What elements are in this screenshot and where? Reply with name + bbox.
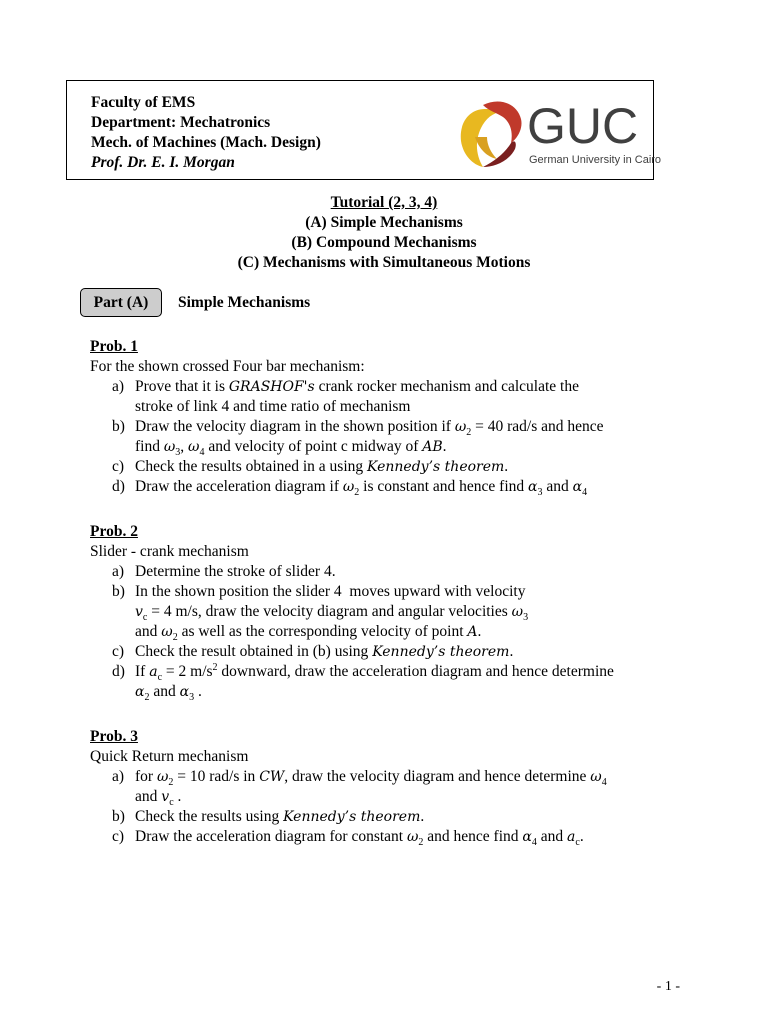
header-box [66, 80, 662, 180]
list-item: a) Prove that it is GRASHOF's crank rocker mechanism and calculate the stroke of link 4 and time ratio of mechanism [112, 378, 579, 415]
prob-items [90, 377, 690, 497]
prob-title: Prob. 2 [90, 523, 138, 540]
part-badge: Part (A) [80, 288, 162, 317]
guc-logo [455, 93, 662, 171]
prob-title: Prob. 1 [90, 338, 138, 355]
prob-items [90, 767, 690, 847]
course: Mech. of Machines (Mach. Design) [91, 134, 321, 151]
prob-1 [90, 337, 690, 497]
title-a: (A) Simple Mechanisms [305, 214, 463, 231]
title-c: (C) Mechanisms with Simultaneous Motions [237, 254, 531, 271]
course-info [91, 93, 321, 173]
list-item: b) Draw the velocity diagram in the shown position if $\omega_2 = 40$ rad/s and hence find $\omega_3$, $\omega_4$ and velocity of point c midway of AB. [112, 418, 604, 459]
list-item: c) Draw the acceleration diagram for constant $\omega_2$ and hence find $\alpha_4$ and $a_c$. [112, 828, 584, 849]
professor: Prof. Dr. E. I. Morgan [91, 154, 235, 171]
list-item: a) for $\omega_2 = 10$ rad/s in CW, draw the velocity diagram and hence determine $\omega_4$ and $v_c$ . [112, 768, 607, 809]
prob-intro: For the shown crossed Four bar mechanism: [90, 358, 365, 375]
logo-subtitle: German University in Cairo [529, 154, 662, 166]
page-number: - 1 - [656, 979, 680, 994]
part-title: Simple Mechanisms [178, 294, 311, 311]
list-item: a) Determine the stroke of slider 4. [112, 563, 336, 580]
prob-items [90, 562, 690, 702]
prob-2 [90, 522, 690, 702]
prob-intro: Quick Return mechanism [90, 748, 249, 765]
document-titles [0, 193, 768, 273]
department: Department: Mechatronics [91, 114, 271, 131]
tutorial-title: Tutorial (2, 3, 4) [330, 194, 438, 211]
prob-intro: Slider - crank mechanism [90, 543, 249, 560]
prob-3 [90, 727, 690, 847]
list-item: c) Check the results obtained in a using Kennedy’s theorem. [112, 458, 509, 475]
list-item: c) Check the result obtained in (b) using Kennedy’s theorem. [112, 643, 514, 660]
list-item: b) In the shown position the slider 4 moves upward with velocity $v_c = 4$ m/s, draw the velocity diagram and angular velocities $\omega_3$ and $\omega_2$ as well as the corresponding velocity of point A. [112, 583, 529, 644]
prob-title: Prob. 3 [90, 728, 138, 745]
logo-text: GUC [527, 98, 639, 154]
title-b: (B) Compound Mechanisms [291, 234, 477, 251]
list-item: b) Check the results using Kennedy’s theorem. [112, 808, 425, 825]
faculty: Faculty of EMS [91, 94, 196, 111]
list-item: d) If $a_c = 2$ $m/s^2$ downward, draw the acceleration diagram and hence determine $\alpha_2$ and $\alpha_3$ . [112, 661, 614, 704]
list-item: d) Draw the acceleration diagram if $\omega_2$ is constant and hence find $\alpha_3$ and $\alpha_4$ [112, 478, 588, 499]
